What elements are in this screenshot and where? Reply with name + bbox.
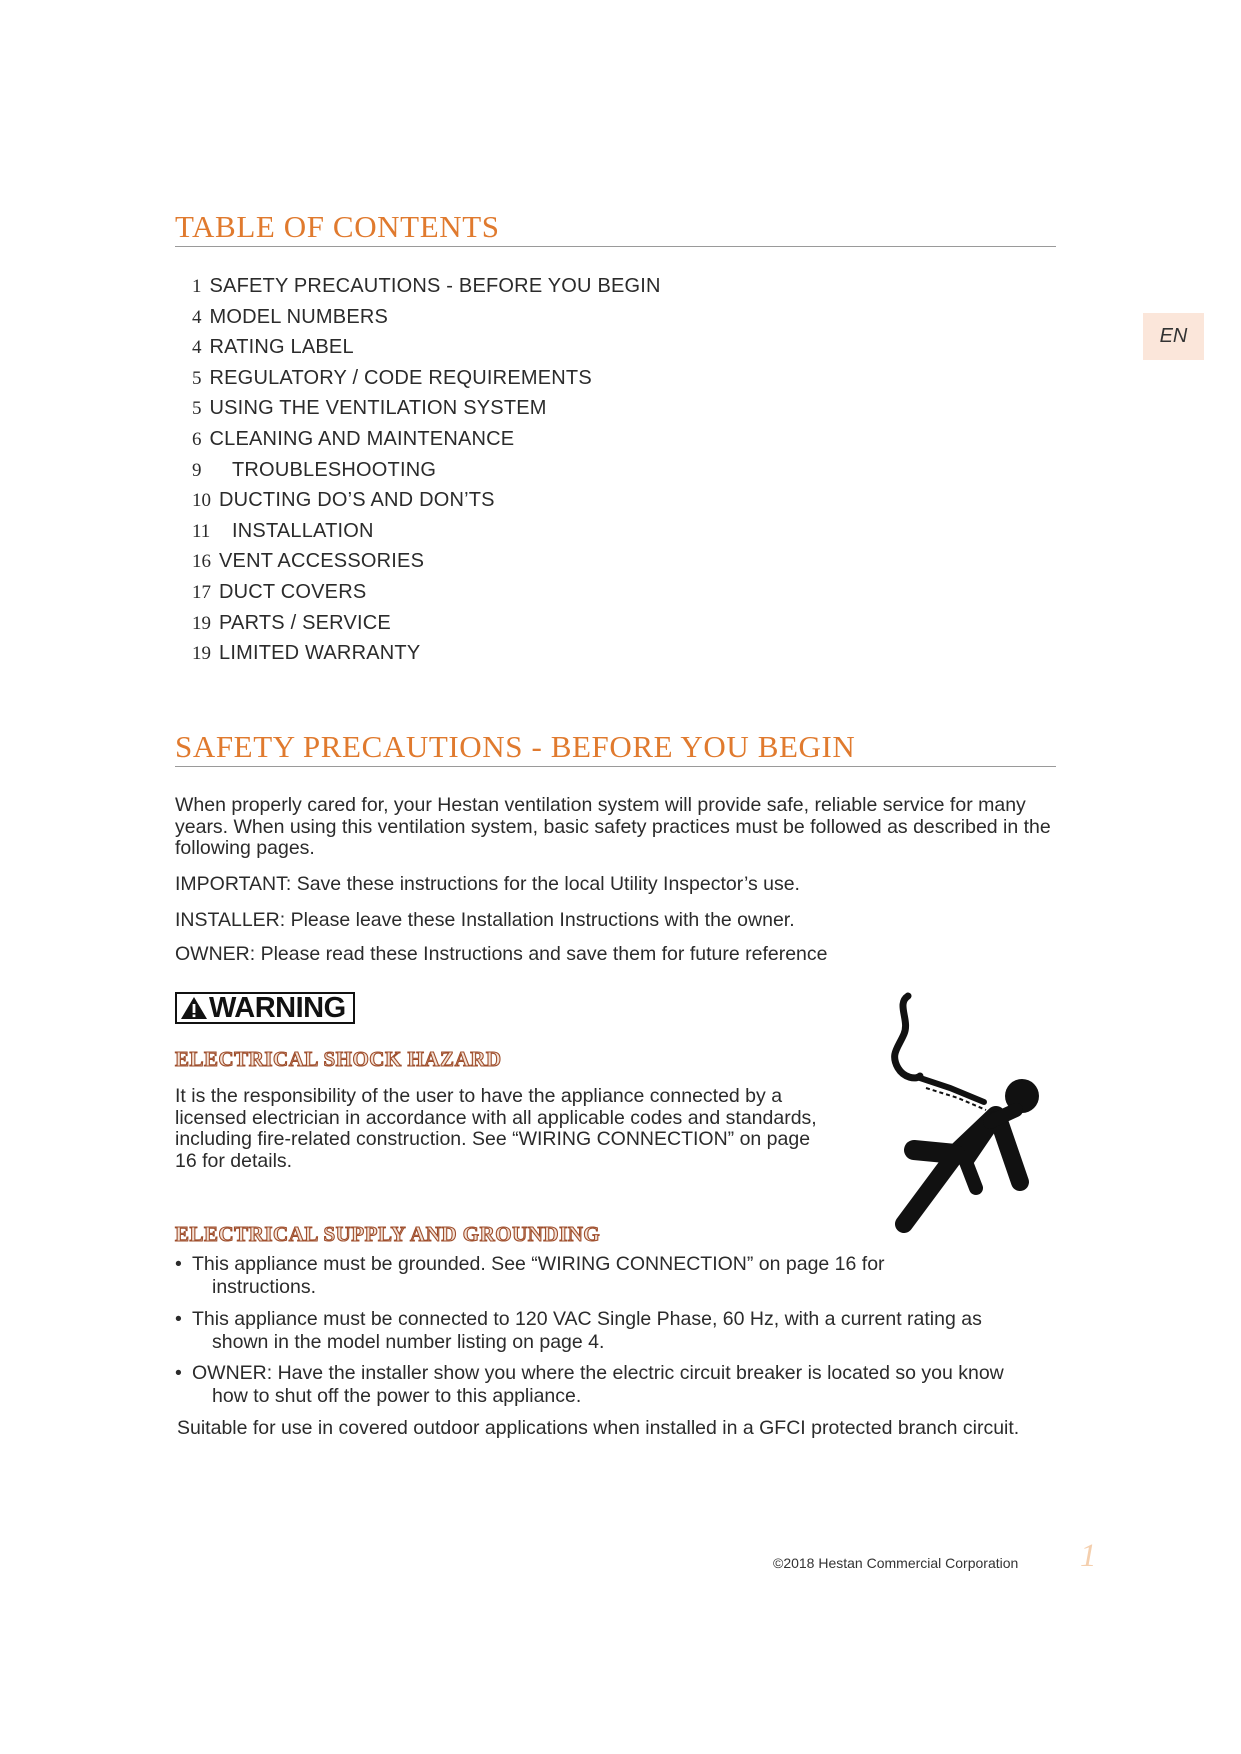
toc-item[interactable]: 19 LIMITED WARRANTY: [192, 642, 421, 665]
shock-hazard-text: It is the responsibility of the user to have the appliance connected by a licensed electrician in accordance with all applicable codes and standards, including fire-related construction. See “WIRING CONNECTION” on page 16 for details.: [175, 1085, 817, 1172]
toc-item[interactable]: 4 MODEL NUMBERS: [192, 305, 389, 328]
page-number: 1: [1080, 1538, 1097, 1574]
list-item: • This appliance must be connected to 120 VAC Single Phase, 60 Hz, with a current rating as shown in the model number listing on page 4.: [175, 1308, 1075, 1354]
toc-item[interactable]: 5 USING THE VENTILATION SYSTEM: [192, 397, 547, 420]
warning-triangle-icon: [180, 996, 208, 1020]
toc-item[interactable]: 4 RATING LABEL: [192, 336, 354, 359]
electrical-supply-heading: ELECTRICAL SUPPLY AND GROUNDING: [175, 1222, 601, 1246]
list-item: • This appliance must be grounded. See “WIRING CONNECTION” on page 16 for instructions.: [175, 1253, 1075, 1299]
supply-bullet-list: [175, 1253, 1075, 1417]
toc-item[interactable]: 11 INSTALLATION: [192, 519, 374, 542]
warning-label: [175, 992, 355, 1024]
toc-list: [192, 271, 661, 669]
list-item: • OWNER: Have the installer show you where the electric circuit breaker is located so you know how to shut off the power to this appliance.: [175, 1362, 1075, 1408]
outdoor-use-note: Suitable for use in covered outdoor applications when installed in a GFCI protected branch circuit.: [177, 1417, 1020, 1439]
owner-note: OWNER: Please read these Instructions and save them for future reference: [175, 943, 828, 965]
toc-item[interactable]: 9 TROUBLESHOOTING: [192, 458, 437, 481]
warning-text: WARNING: [209, 991, 346, 1024]
intro-paragraph: When properly cared for, your Hestan ventilation system will provide safe, reliable service for many years. When using this ventilation system, basic safety practices must be followed as described in the following pages.: [175, 794, 1051, 859]
toc-item[interactable]: 17 DUCT COVERS: [192, 580, 367, 603]
installer-note: INSTALLER: Please leave these Installation Instructions with the owner.: [175, 909, 795, 931]
toc-item[interactable]: 10 DUCTING DO’S AND DON’TS: [192, 489, 495, 512]
toc-item[interactable]: 6 CLEANING AND MAINTENANCE: [192, 427, 515, 450]
electric-shock-hazard-icon: [868, 992, 1058, 1242]
copyright-footer: ©2018 Hestan Commercial Corporation: [773, 1555, 1019, 1571]
important-note: IMPORTANT: Save these instructions for the local Utility Inspector’s use.: [175, 873, 800, 895]
toc-heading: TABLE OF CONTENTS: [175, 210, 1056, 247]
toc-item[interactable]: 19 PARTS / SERVICE: [192, 611, 391, 634]
shock-hazard-heading: ELECTRICAL SHOCK HAZARD: [175, 1047, 502, 1071]
toc-item[interactable]: 1 SAFETY PRECAUTIONS - BEFORE YOU BEGIN: [192, 275, 661, 297]
safety-heading: SAFETY PRECAUTIONS - BEFORE YOU BEGIN: [175, 730, 1056, 767]
language-tab[interactable]: EN: [1143, 313, 1204, 360]
toc-item[interactable]: 5 REGULATORY / CODE REQUIREMENTS: [192, 366, 592, 389]
toc-item[interactable]: 16 VENT ACCESSORIES: [192, 550, 425, 573]
